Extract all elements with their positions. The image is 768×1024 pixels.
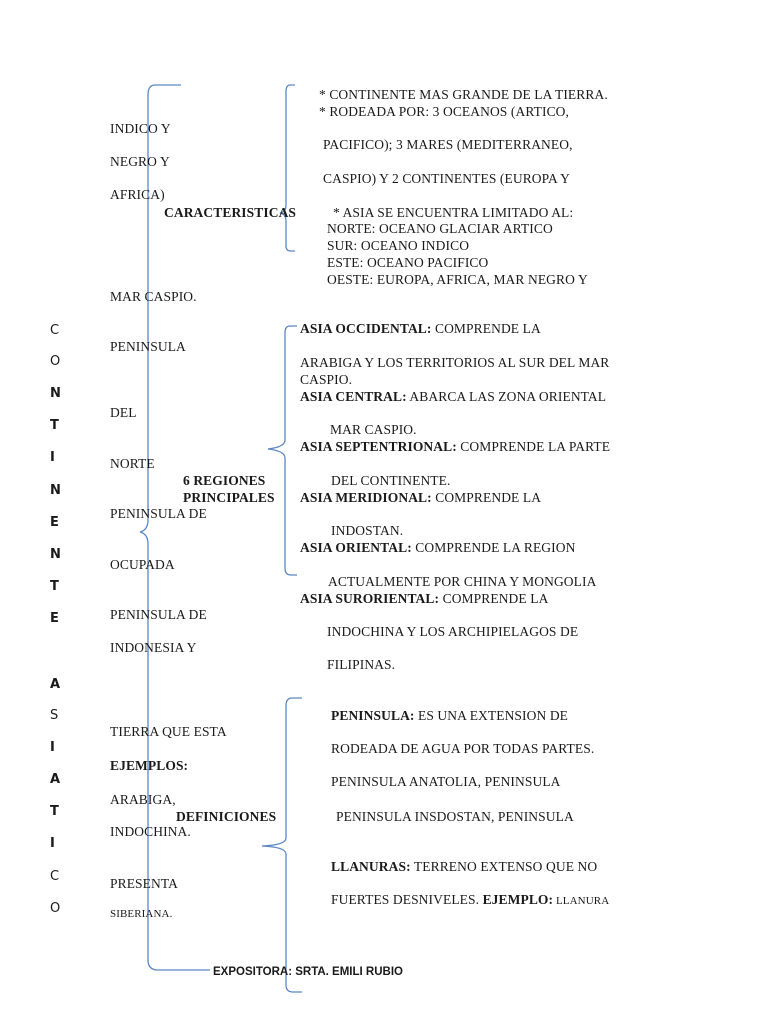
footer-expositora: EXPOSITORA: SRTA. EMILI RUBIO (213, 966, 403, 978)
region-item (300, 541, 575, 555)
left-fragment: ARABIGA, (110, 792, 176, 807)
title-letter: T (50, 804, 59, 819)
ejemplo-text: LLANURA (553, 895, 610, 907)
left-fragment: NEGRO Y (110, 154, 170, 169)
definition-peninsula (331, 709, 568, 723)
definition-text: ES UNA EXTENSION DE (414, 708, 569, 723)
caracteristica-line: * ASIA SE ENCUENTRA LIMITADO AL: (333, 205, 574, 220)
definition-term: LLANURAS: (331, 859, 411, 874)
region-name: ASIA OCCIDENTAL: (300, 321, 432, 336)
caracteristica-line: PACIFICO); 3 MARES (MEDITERRANEO, (323, 137, 573, 152)
title-letter: S (50, 708, 59, 723)
regiones-label: 6 REGIONES (183, 473, 266, 488)
left-fragment: DEL (110, 405, 137, 420)
definition-line: RODEADA DE AGUA POR TODAS PARTES. (331, 741, 595, 756)
region-item (300, 390, 606, 404)
title-letter: C (50, 323, 60, 338)
left-fragment: MAR CASPIO. (110, 289, 197, 304)
left-fragment: PENINSULA DE (110, 607, 207, 622)
caracteristica-line: OESTE: EUROPA, AFRICA, MAR NEGRO Y (327, 272, 588, 287)
region-cont: DEL CONTINENTE. (331, 473, 451, 488)
title-letter: E (50, 515, 59, 530)
title-letter: T (50, 418, 59, 433)
left-fragment: NORTE (110, 456, 155, 471)
region-cont: INDOSTAN. (331, 523, 404, 538)
region-cont: FILIPINAS. (327, 657, 396, 672)
left-fragment: PENINSULA (110, 339, 186, 354)
region-text: COMPRENDE LA REGION (411, 540, 576, 555)
caracteristica-line: CASPIO) Y 2 CONTINENTES (EUROPA Y (323, 171, 570, 186)
definition-line: PENINSULA ANATOLIA, PENINSULA (331, 774, 561, 789)
title-letter: E (50, 611, 59, 626)
title-letter: C (50, 869, 60, 884)
title-letter: I (50, 836, 55, 851)
ejemplos-label: EJEMPLOS: (110, 758, 189, 773)
title-letter: A (50, 677, 61, 692)
caracteristicas-brace (280, 85, 295, 251)
ejemplo-term: EJEMPLO: (482, 892, 554, 907)
caracteristica-line: NORTE: OCEANO GLACIAR ARTICO (327, 221, 553, 236)
region-item (300, 592, 548, 606)
region-cont: INDOCHINA Y LOS ARCHIPIELAGOS DE (327, 624, 579, 639)
definiciones-label: DEFINICIONES (176, 809, 277, 824)
left-fragment: OCUPADA (110, 557, 175, 572)
definition-line (331, 893, 609, 907)
region-item (300, 491, 541, 505)
caracteristica-line: ESTE: OCEANO PACIFICO (327, 255, 489, 270)
left-fragment: PRESENTA (110, 876, 178, 891)
caracteristicas-label: CARACTERISTICAS (164, 205, 297, 220)
definition-llanuras (331, 860, 597, 874)
title-letter: I (50, 740, 55, 755)
definition-text: TERRENO EXTENSO QUE NO (410, 859, 598, 874)
left-fragment: INDOCHINA. (110, 824, 191, 839)
definition-line: PENINSULA INSDOSTAN, PENINSULA (336, 809, 574, 824)
title-letter: A (50, 772, 61, 787)
left-fragment: PENINSULA DE (110, 506, 207, 521)
definiciones-brace (262, 698, 302, 992)
region-name: ASIA CENTRAL: (300, 389, 407, 404)
left-fragment: INDONESIA Y (110, 640, 197, 655)
region-name: ASIA SEPTENTRIONAL: (300, 439, 457, 454)
caracteristica-line: * CONTINENTE MAS GRANDE DE LA TIERRA. (319, 87, 608, 102)
title-letter: N (50, 483, 61, 498)
title-letter: O (50, 354, 61, 369)
left-fragment: INDICO Y (110, 121, 171, 136)
definition-text: FUERTES DESNIVELES. (331, 892, 483, 907)
region-text: COMPRENDE LA (439, 591, 549, 606)
region-text: COMPRENDE LA PARTE (456, 439, 611, 454)
title-letter: I (50, 450, 55, 465)
region-cont: ARABIGA Y LOS TERRITORIOS AL SUR DEL MAR (300, 355, 610, 370)
region-name: ASIA ORIENTAL: (300, 540, 412, 555)
definition-term: PENINSULA: (331, 708, 415, 723)
region-item (300, 322, 541, 336)
caracteristica-line: SUR: OCEANO INDICO (327, 238, 470, 253)
regiones-label: PRINCIPALES (183, 490, 275, 505)
region-item (300, 440, 610, 454)
title-letter: O (50, 901, 61, 916)
region-name: ASIA SURORIENTAL: (300, 591, 440, 606)
left-fragment: SIBERIANA. (110, 908, 173, 920)
region-cont: ACTUALMENTE POR CHINA Y MONGOLIA (328, 574, 597, 589)
regiones-brace (268, 326, 297, 575)
region-text: COMPRENDE LA (431, 490, 542, 505)
region-cont: MAR CASPIO. (330, 422, 417, 437)
region-name: ASIA MERIDIONAL: (300, 490, 432, 505)
title-letter: N (50, 386, 61, 401)
left-fragment: TIERRA QUE ESTA (110, 724, 227, 739)
caracteristica-line: * RODEADA POR: 3 OCEANOS (ARTICO, (319, 104, 570, 119)
region-text: ABARCA LAS ZONA ORIENTAL (406, 389, 607, 404)
title-letter: N (50, 547, 61, 562)
region-text: COMPRENDE LA (431, 321, 541, 336)
title-letter: T (50, 579, 59, 594)
region-cont: CASPIO. (300, 372, 353, 387)
left-fragment: AFRICA) (110, 187, 165, 202)
